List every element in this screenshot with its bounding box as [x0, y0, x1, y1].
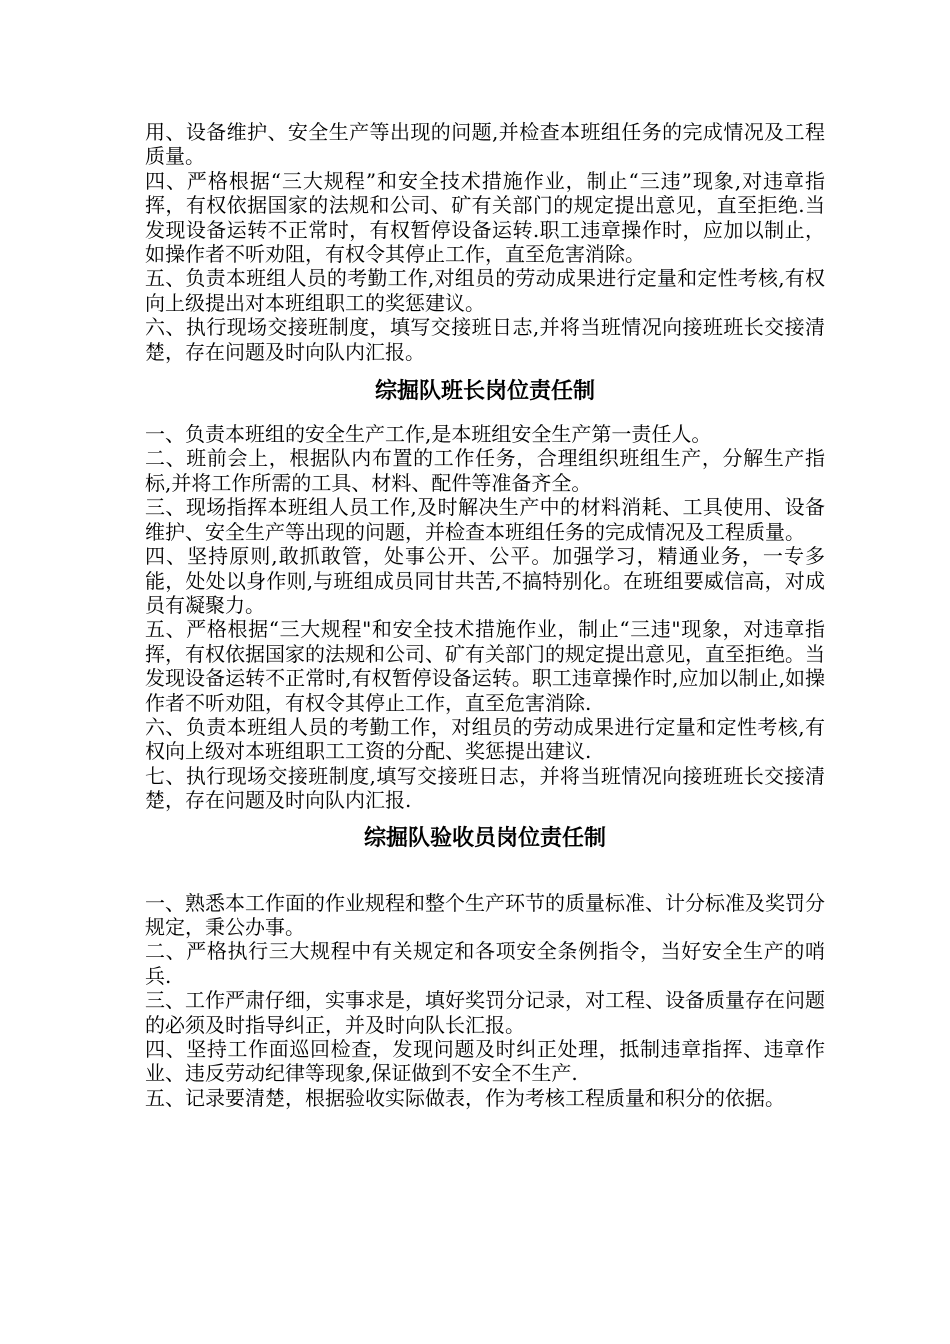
intro-paragraph: 五、负责本班组人员的考勤工作,对组员的劳动成果进行定量和定性考核,有权向上级提出对本班组职工的奖惩建议。 — [145, 266, 825, 315]
clause-paragraph: 六、负责本班组人员的考勤工作，对组员的劳动成果进行定量和定性考核,有权向上级对本班组职工工资的分配、奖惩提出建议. — [145, 714, 825, 764]
clause-paragraph: 五、记录要清楚，根据验收实际做表，作为考核工程质量和积分的依据。 — [145, 1085, 785, 1110]
clause-paragraph: 七、执行现场交接班制度,填写交接班日志，并将当班情况向接班班长交接清楚，存在问题及时向队内汇报. — [145, 763, 825, 813]
clause-paragraph: 四、坚持原则,敢抓敢管，处事公开、公平。加强学习，精通业务，一专多能，处处以身作则,与班组成员同甘共苦,不搞特别化。在班组要威信高，对成员有凝聚力。 — [145, 544, 825, 617]
clause-paragraph: 二、班前会上，根据队内布置的工作任务，合理组织班组生产，分解生产指标,并将工作所需的工具、材料、配件等准备齐全。 — [145, 446, 825, 495]
intro-section — [145, 120, 825, 364]
document-page — [145, 120, 825, 1110]
intro-paragraph: 六、执行现场交接班制度，填写交接班日志,并将当班情况向接班班长交接清楚，存在问题及时向队内汇报。 — [145, 315, 825, 364]
section-title-inspector: 综掘队验收员岗位责任制 — [363, 825, 606, 851]
clause-paragraph: 四、坚持工作面巡回检查，发现问题及时纠正处理，抵制违章指挥、违章作业、违反劳动纪律等现象,保证做到不安全不生产. — [145, 1037, 825, 1086]
section-title-team-leader: 综掘队班长岗位责任制 — [374, 379, 595, 405]
clause-paragraph: 一、负责本班组的安全生产工作,是本班组安全生产第一责任人。 — [145, 422, 712, 447]
intro-paragraph: 四、严格根据“三大规程”和安全技术措施作业，制止“三违”现象,对违章指挥，有权依据国家的法规和公司、矿有关部门的规定提出意见，直至拒绝.当发现设备运转不正常时，有权暂停设备运转.职工违章操作时，应加以制止，如操作者不听劝阻，有权令其停止工作，直至危害消除。 — [145, 168, 825, 267]
clause-paragraph: 三、现场指挥本班组人员工作,及时解决生产中的材料消耗、工具使用、设备维护、安全生产等出现的问题，并检查本班组任务的完成情况及工程质量。 — [145, 495, 825, 544]
clause-paragraph: 一、熟悉本工作面的作业规程和整个生产环节的质量标准、计分标准及奖罚分规定，秉公办事。 — [145, 890, 825, 939]
inspector-section — [145, 891, 825, 1111]
intro-paragraph: 用、设备维护、安全生产等出现的问题,并检查本班组任务的完成情况及工程质量。 — [145, 120, 825, 169]
clause-paragraph: 三、工作严肃仔细，实事求是，填好奖罚分记录，对工程、设备质量存在问题的必须及时指导纠正，并及时向队长汇报。 — [145, 988, 825, 1037]
team-leader-section — [145, 422, 825, 813]
clause-paragraph: 五、严格根据“三大规程"和安全技术措施作业，制止“三违"现象，对违章指挥，有权依据国家的法规和公司、矿有关部门的规定提出意见，直至拒绝。当发现设备运转不正常时,有权暂停设备运转。职工违章操作时,应加以制止,如操作者不听劝阻，有权令其停止工作，直至危害消除. — [145, 617, 825, 715]
clause-paragraph: 二、严格执行三大规程中有关规定和各项安全条例指令，当好安全生产的哨兵. — [145, 939, 825, 988]
